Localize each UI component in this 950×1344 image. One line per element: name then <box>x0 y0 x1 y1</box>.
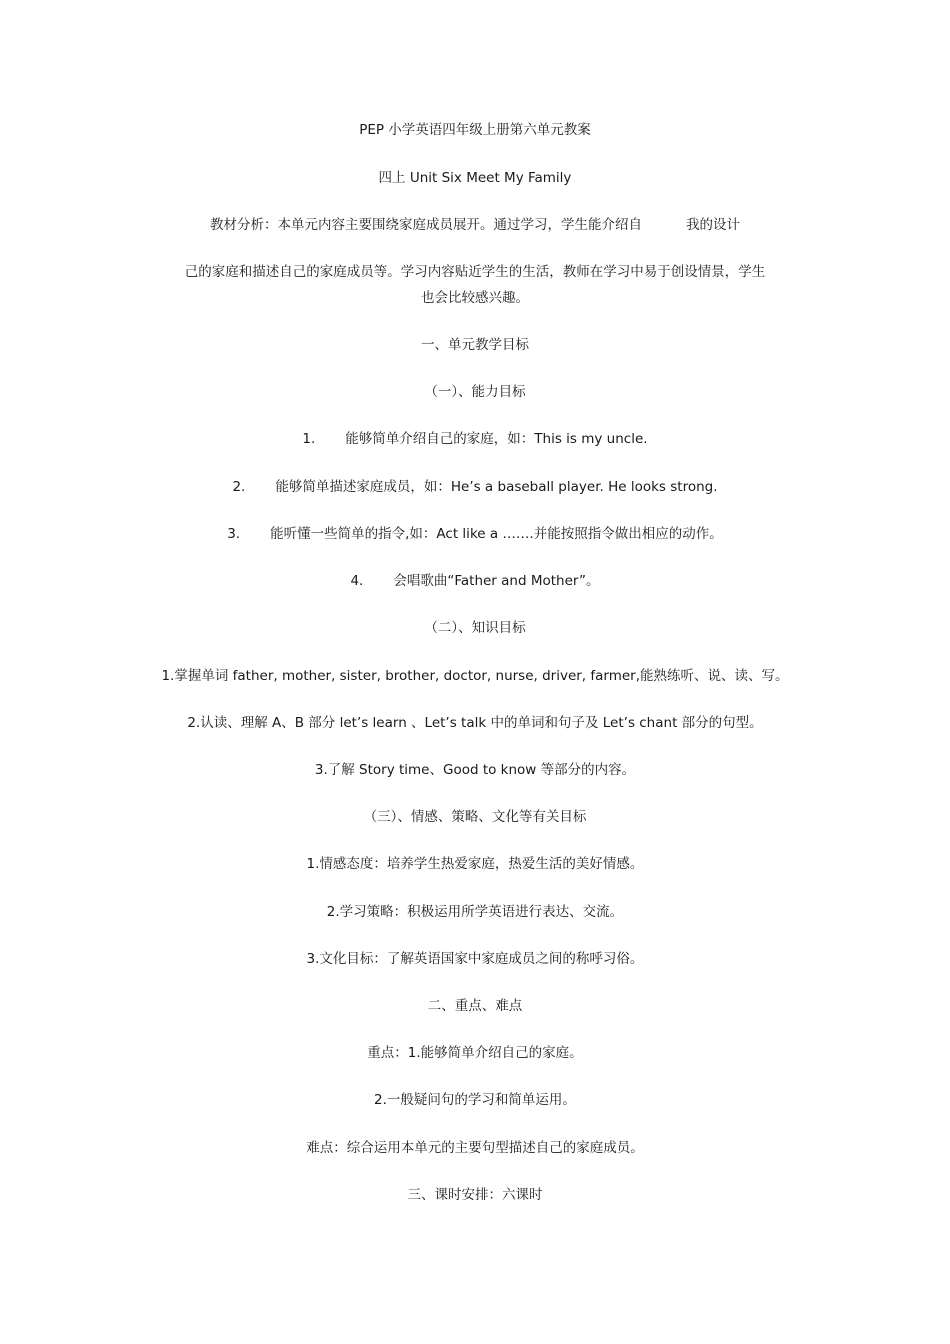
item-number: 3. <box>227 526 241 542</box>
analysis-text-1: 教材分析：本单元内容主要围绕家庭成员展开。通过学习，学生能介绍自 <box>210 217 642 233</box>
item-text: 会唱歌曲“Father and Mother”。 <box>393 573 600 589</box>
subheading-knowledge: （二）、知识目标 <box>424 620 526 636</box>
document-title: PEP 小学英语四年级上册第六单元教案 <box>359 122 591 138</box>
attitude-item-1: 1.情感态度：培养学生热爱家庭，热爱生活的美好情感。 <box>306 856 644 872</box>
item-text: 能听懂一些简单的指令,如：Act like a …….并能按照指令做出相应的动作。 <box>270 526 723 542</box>
analysis-line-1 <box>0 216 950 234</box>
knowledge-item-2: 2.认读、理解 A、B 部分 let’s learn 、Let’s talk 中的单词和句子及 Let’s chant 部分的句型。 <box>187 715 763 731</box>
unit-title: 四上 Unit Six Meet My Family <box>378 170 572 186</box>
key-point-2: 2.一般疑问句的学习和简单运用。 <box>374 1092 576 1108</box>
ability-item-4 <box>0 572 950 590</box>
knowledge-item-1: 1.掌握单词 father, mother, sister, brother, doctor, nurse, driver, farmer,能熟练听、说、读、写。 <box>161 668 789 684</box>
analysis-line-3: 也会比较感兴趣。 <box>421 290 529 306</box>
item-text: 能够简单描述家庭成员，如：He’s a baseball player. He looks strong. <box>275 479 718 495</box>
key-point-1: 重点：1.能够简单介绍自己的家庭。 <box>367 1045 583 1061</box>
section-heading-schedule: 三、课时安排：六课时 <box>407 1187 543 1203</box>
section-heading-goals: 一、单元教学目标 <box>421 337 529 353</box>
item-number: 1. <box>302 431 316 447</box>
ability-item-1 <box>0 430 950 448</box>
item-number: 4. <box>350 573 364 589</box>
attitude-item-2: 2.学习策略：积极运用所学英语进行表达、交流。 <box>326 904 624 920</box>
ability-item-2 <box>0 478 950 496</box>
attitude-item-3: 3.文化目标：了解英语国家中家庭成员之间的称呼习俗。 <box>306 951 644 967</box>
subheading-attitude: （三）、情感、策略、文化等有关目标 <box>363 809 587 825</box>
item-number: 2. <box>232 479 246 495</box>
analysis-line-2: 己的家庭和描述自己的家庭成员等。学习内容贴近学生的生活，教师在学习中易于创设情景，学生 <box>184 264 766 280</box>
ability-item-3 <box>0 525 950 543</box>
my-design-label: 我的设计 <box>686 217 740 233</box>
knowledge-item-3: 3.了解 Story time、Good to know 等部分的内容。 <box>314 762 636 778</box>
section-heading-key-points: 二、重点、难点 <box>427 998 523 1014</box>
subheading-ability: （一）、能力目标 <box>424 384 526 400</box>
difficulty: 难点：综合运用本单元的主要句型描述自己的家庭成员。 <box>306 1140 644 1156</box>
item-text: 能够简单介绍自己的家庭，如：This is my uncle. <box>345 431 648 447</box>
